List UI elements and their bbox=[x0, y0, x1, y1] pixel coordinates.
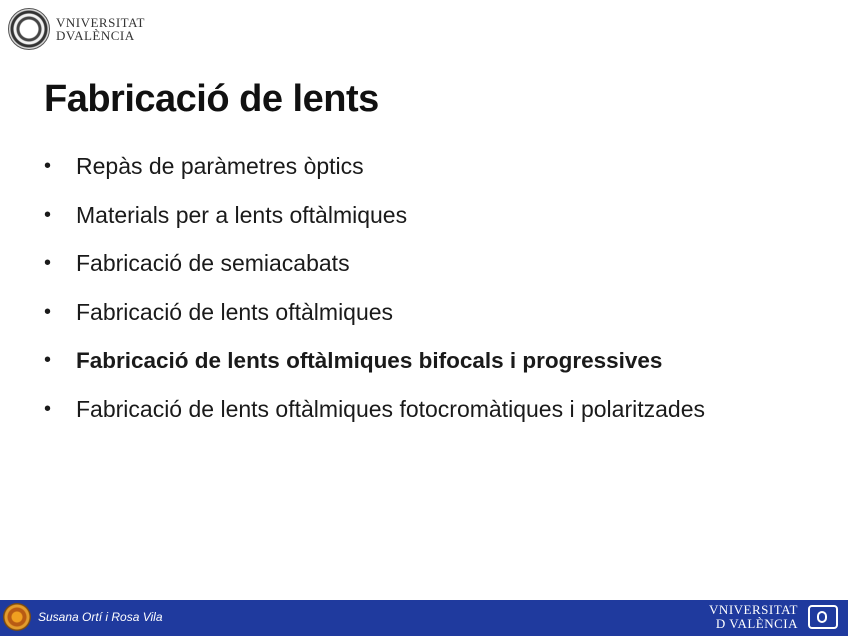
university-name bbox=[56, 16, 145, 42]
bullet-item bbox=[44, 146, 834, 195]
bullet-text: Fabricació de lents oftàlmiques bifocals i progressives bbox=[76, 348, 663, 373]
footer-university-name bbox=[709, 603, 798, 631]
bullet-item bbox=[44, 195, 834, 244]
university-name-line1: VNIVERSITAT bbox=[56, 15, 145, 30]
slide-title: Fabricació de lents bbox=[44, 78, 379, 120]
bullet-icon: • bbox=[44, 300, 52, 323]
bullet-text: Fabricació de lents oftàlmiques bbox=[76, 298, 394, 325]
university-logo bbox=[8, 8, 145, 50]
bullet-list bbox=[44, 146, 834, 437]
bullet-item bbox=[44, 389, 834, 438]
bullet-icon: • bbox=[44, 349, 52, 371]
bullet-item-current bbox=[44, 340, 834, 389]
bullet-icon: • bbox=[44, 252, 52, 274]
bullet-icon: • bbox=[44, 203, 52, 226]
bullet-icon: • bbox=[44, 397, 52, 420]
bullet-icon: • bbox=[44, 155, 52, 177]
bullet-item bbox=[44, 243, 834, 292]
footer-seal-icon bbox=[3, 603, 31, 631]
bullet-item bbox=[44, 292, 834, 341]
footer-authors: Susana Ortí i Rosa Vila bbox=[38, 610, 163, 624]
footer-university-line1: VNIVERSITAT bbox=[709, 602, 798, 617]
bullet-text: Fabricació de lents oftàlmiques fotocromàtiques i polaritzades bbox=[76, 395, 705, 422]
bullet-text: Materials per a lents oftàlmiques bbox=[76, 201, 408, 228]
footer-university-line2: D VALÈNCIA bbox=[715, 616, 798, 631]
footer-logo-mark-icon bbox=[808, 605, 838, 629]
bullet-text: Repàs de paràmetres òptics bbox=[76, 153, 364, 179]
bullet-text: Fabricació de semiacabats bbox=[76, 250, 350, 276]
university-name-line2: DVALÈNCIA bbox=[56, 28, 135, 43]
footer-bar bbox=[0, 600, 848, 636]
university-seal-icon bbox=[8, 8, 50, 50]
